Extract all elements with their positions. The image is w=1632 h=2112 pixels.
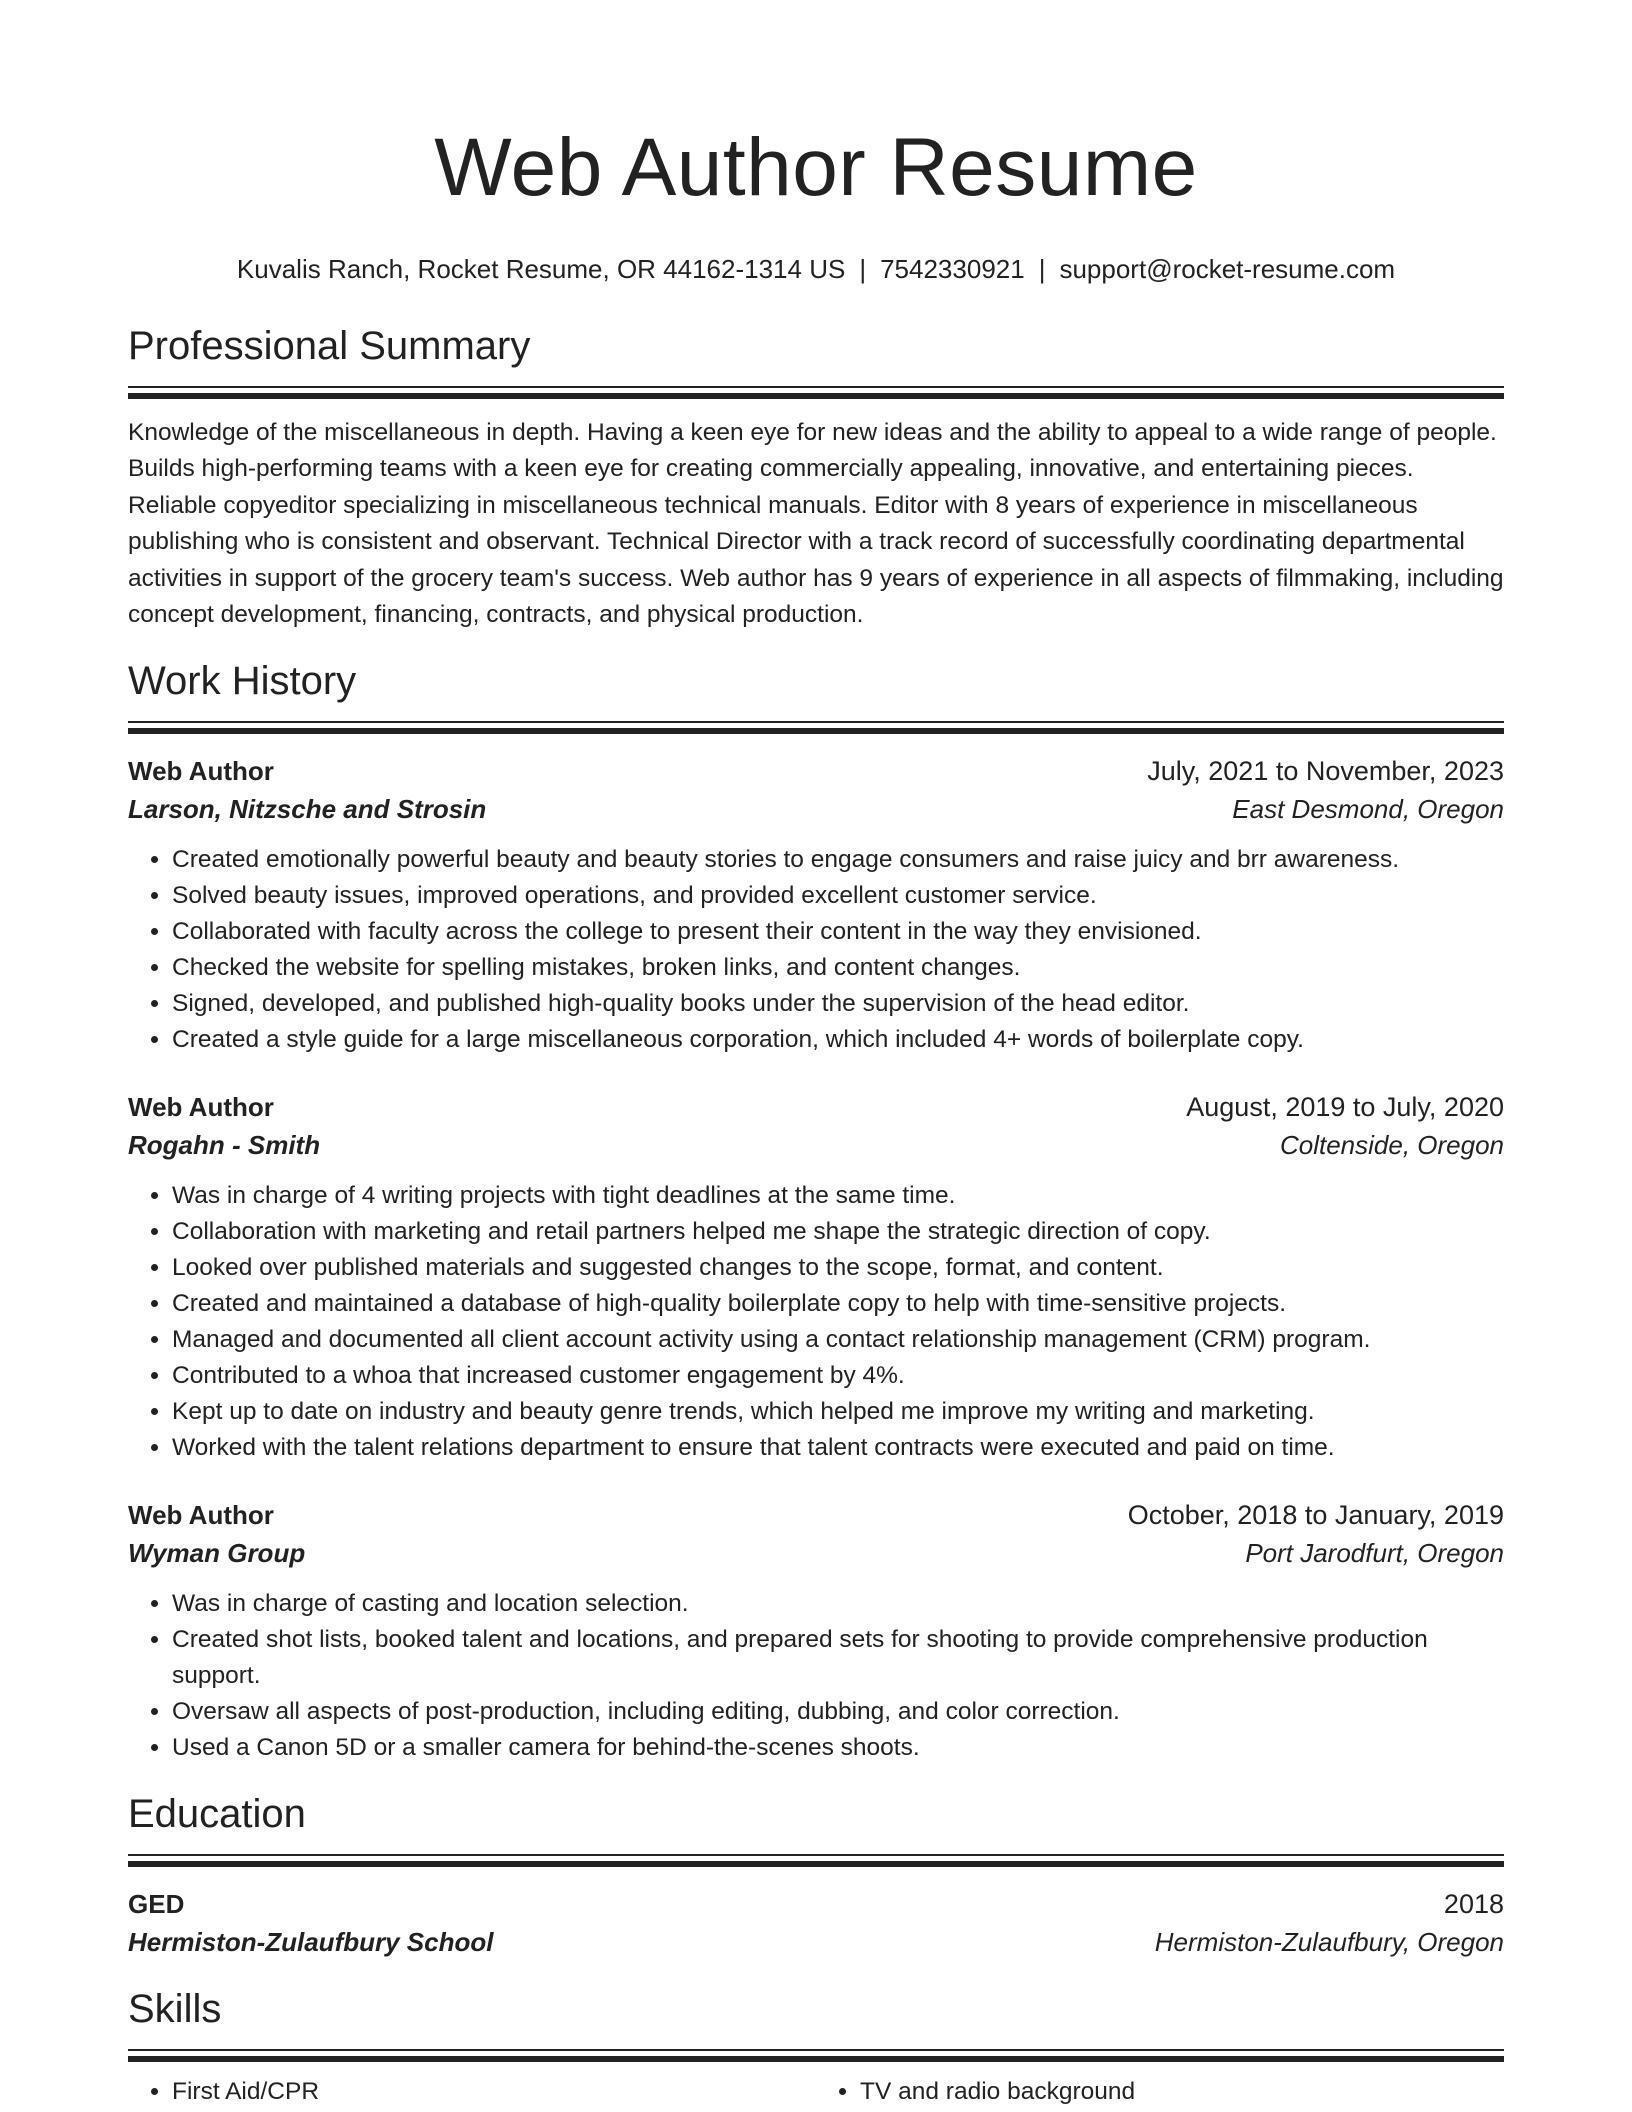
job-bullet: • Looked over published materials and suggested changes to the scope, format, and content. <box>172 1250 1504 1286</box>
job-bullet: • Solved beauty issues, improved operations, and provided excellent customer service. <box>172 878 1504 914</box>
resume-title: Web Author Resume <box>434 122 1198 213</box>
job-bullets <box>128 1178 1504 1466</box>
job-location: Coltenside, Oregon <box>1279 1130 1504 1161</box>
education-school: Hermiston-Zulaufbury School <box>128 1927 494 1958</box>
skills-column-left <box>128 2074 816 2110</box>
job-bullets <box>128 1586 1504 1766</box>
job-entry <box>128 1496 1504 1766</box>
job-dates: August, 2019 to July, 2020 <box>1186 1092 1504 1123</box>
job-bullet: • Contributed to a whoa that increased customer engagement by 4%. <box>172 1358 1504 1394</box>
job-bullet: • Created emotionally powerful beauty and beauty stories to engage consumers and raise juicy and brr awareness. <box>172 842 1504 878</box>
job-location: East Desmond, Oregon <box>1232 794 1504 825</box>
job-bullet: • Oversaw all aspects of post-production, including editing, dubbing, and color correction. <box>172 1694 1504 1730</box>
job-bullet: • Kept up to date on industry and beauty genre trends, which helped me improve my writing and marketing. <box>172 1394 1504 1430</box>
job-company: Larson, Nitzsche and Strosin <box>128 794 487 825</box>
education-entry <box>128 1885 1504 1961</box>
skills-section <box>128 1983 1504 2110</box>
job-location: Port Jarodfurt, Oregon <box>1245 1538 1504 1569</box>
job-company: Rogahn - Smith <box>128 1130 321 1161</box>
job-bullet: • Used a Canon 5D or a smaller camera for behind-the-scenes shoots. <box>172 1730 1504 1766</box>
education-section <box>128 1788 1504 1961</box>
education-year: 2018 <box>1443 1889 1504 1920</box>
job-bullet: • Was in charge of 4 writing projects with tight deadlines at the same time. <box>172 1178 1504 1214</box>
contact-phone: 7542330921 <box>880 254 1025 284</box>
job-bullet: • Collaboration with marketing and retail partners helped me shape the strategic direction of copy. <box>172 1214 1504 1250</box>
contact-email: support@rocket-resume.com <box>1059 254 1396 284</box>
skill-item: • First Aid/CPR <box>172 2074 816 2110</box>
contact-separator: | <box>859 254 867 284</box>
section-divider <box>128 386 1504 399</box>
job-dates: October, 2018 to January, 2019 <box>1127 1500 1504 1531</box>
job-dates: July, 2021 to November, 2023 <box>1147 756 1504 787</box>
section-divider <box>128 2049 1504 2062</box>
job-bullet: • Created shot lists, booked talent and locations, and prepared sets for shooting to provide comprehensive production support. <box>172 1622 1504 1694</box>
summary-section <box>128 320 1504 633</box>
job-role: Web Author <box>128 1500 274 1531</box>
section-title-education: Education <box>128 1792 306 1837</box>
job-bullet: • Collaborated with faculty across the college to present their content in the way they envisioned. <box>172 914 1504 950</box>
job-bullet: • Managed and documented all client account activity using a contact relationship management (CRM) program. <box>172 1322 1504 1358</box>
section-title-summary: Professional Summary <box>128 324 531 368</box>
job-entry <box>128 752 1504 1058</box>
section-divider <box>128 1854 1504 1867</box>
section-divider <box>128 721 1504 734</box>
job-bullet: • Was in charge of casting and location selection. <box>172 1586 1504 1622</box>
summary-text: Knowledge of the miscellaneous in depth. Having a keen eye for new ideas and the ability to appeal to a wide range of people. Builds high-performing teams with a keen eye for creating commercially appealing, innovative, and entertaining pieces. Reliable copyeditor specializing in miscellaneous technical manuals. Editor with 8 years of experience in miscellaneous publishing who is consistent and observant. Technical Director with a track record of successfully coordinating departmental activities in support of the grocery team's success. Web author has 9 years of experience in all aspects of filmmaking, including concept development, financing, contracts, and physical production. <box>128 419 1504 629</box>
section-title-skills: Skills <box>128 1987 222 2032</box>
job-bullet: • Created a style guide for a large miscellaneous corporation, which included 4+ words of boilerplate copy. <box>172 1022 1504 1058</box>
job-role: Web Author <box>128 756 274 787</box>
job-bullet: • Created and maintained a database of high-quality boilerplate copy to help with time-sensitive projects. <box>172 1286 1504 1322</box>
job-bullets <box>128 842 1504 1058</box>
job-bullet: • Signed, developed, and published high-quality books under the supervision of the head editor. <box>172 986 1504 1022</box>
contact-line <box>128 252 1504 286</box>
skills-column-right <box>816 2074 1504 2110</box>
contact-separator: | <box>1038 254 1046 284</box>
education-location: Hermiston-Zulaufbury, Oregon <box>1154 1927 1504 1958</box>
section-title-work-history: Work History <box>128 659 357 704</box>
skill-item: • TV and radio background <box>860 2074 1504 2110</box>
job-company: Wyman Group <box>128 1538 306 1569</box>
job-entry <box>128 1088 1504 1466</box>
job-bullet: • Worked with the talent relations department to ensure that talent contracts were executed and paid on time. <box>172 1430 1504 1466</box>
education-degree: GED <box>128 1889 185 1920</box>
skills-list <box>128 2074 1504 2110</box>
job-bullet: • Checked the website for spelling mistakes, broken links, and content changes. <box>172 950 1504 986</box>
job-role: Web Author <box>128 1092 274 1123</box>
contact-address: Kuvalis Ranch, Rocket Resume, OR 44162-1314 US <box>236 254 846 284</box>
work-history-section <box>128 655 1504 1766</box>
